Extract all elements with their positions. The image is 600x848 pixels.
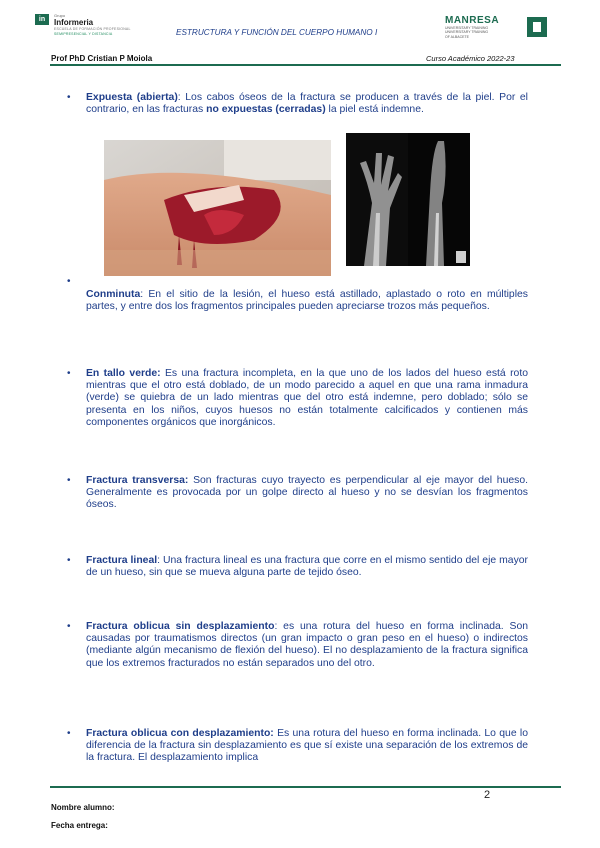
seal-icon xyxy=(527,17,547,37)
bullet-icon: • xyxy=(67,368,71,379)
definition-expuesta xyxy=(86,92,528,116)
term: Fractura oblicua sin desplazamiento xyxy=(86,621,275,632)
xray-image xyxy=(346,133,470,266)
professor-name: Prof PhD Cristian P Moiola xyxy=(51,54,153,63)
page-header xyxy=(0,0,600,68)
informeria-logo xyxy=(35,14,131,36)
student-name-label: Nombre alumno: xyxy=(51,803,115,812)
delivery-date-label: Fecha entrega: xyxy=(51,821,108,830)
bullet-icon: • xyxy=(67,728,71,739)
definition-text: : Una fractura lineal es una fractura que corre en el mismo sentido del eje mayor de un hueso, sin que se mueva alguna parte de tejido óseo. xyxy=(86,555,528,579)
footer-divider xyxy=(50,786,561,788)
bullet-icon: • xyxy=(67,92,71,103)
bullet-icon: • xyxy=(67,276,71,287)
logo-name: Informeria xyxy=(54,18,94,27)
term: Expuesta (abierta) xyxy=(86,92,178,103)
definition-conminuta xyxy=(86,289,528,313)
bullet-icon: • xyxy=(67,555,71,566)
manresa-name: MANRESA xyxy=(445,15,500,26)
course-year: Curso Académico 2022-23 xyxy=(426,54,515,63)
bullet-icon: • xyxy=(67,475,71,486)
term: Conminuta xyxy=(86,289,141,300)
bullet-icon: • xyxy=(67,621,71,632)
definition-oblicua-sin-desplazamiento xyxy=(86,621,528,670)
informeria-logo-mark: in xyxy=(35,14,49,25)
page-number: 2 xyxy=(484,789,491,801)
definition-lineal xyxy=(86,555,528,579)
definition-text: Son fracturas cuyo trayecto es perpendicular al eje mayor del hueso. Generalmente es provocada por un golpe directo al hueso y no se desvían los fragmentos óseos. xyxy=(86,475,528,511)
definition-oblicua-con-desplazamiento xyxy=(86,728,528,765)
term: En tallo verde: xyxy=(86,368,161,379)
definition-text: la piel está indemne. xyxy=(325,104,424,116)
definition-text: : Los cabos óseos de la fractura se producen a través de la piel. Por el contrario, en las fracturas xyxy=(86,92,528,116)
term: no expuestas (cerradas) xyxy=(206,104,326,116)
manresa-line-1: UNIVERSITARY TRAINING xyxy=(445,26,489,30)
logo-group-label: Grupo xyxy=(54,13,66,18)
definition-text: : En el sitio de la lesión, el hueso está astillado, aplastado o roto en múltiples partes, y entre dos los fragmentos principales pueden apreciarse trozos más pequeños. xyxy=(86,289,528,313)
definition-text: Es una rotura del hueso en forma inclinada. Lo que lo diferencia de la fractura sin desplazamiento es que sí existe una separación de los extremos de la fractura. El desplazamiento implica xyxy=(86,728,528,764)
manresa-logo xyxy=(445,15,499,39)
term: Fractura lineal xyxy=(86,555,158,566)
definition-text: Es una fractura incompleta, en la que uno de los lados del hueso está roto mientras que el otro está doblado, de un modo parecido a aquel en que una rama inmadura (verde) se quiebra de un lado mientras que del otro está indemne, pero doblado; sólo se presenta en los niños, cuyos huesos no están totalmente calcificados y contienen más componentes orgánicos que inorgánicos. xyxy=(86,368,528,428)
logo-line-2: SEMIPRESENCIAL Y DISTANCIA xyxy=(54,31,113,36)
manresa-line-2: UNIVERSITARY TRAINING xyxy=(445,30,489,35)
logo-line-1: ESCUELA DE FORMACIÓN PROFESIONAL xyxy=(54,27,131,31)
definition-text: : es una rotura del hueso en forma inclinada. Son causadas por traumatismos directos (un gran impacto o gran peso en el hueso) o indirectos (mediante algún mecanismo de flexión del hueso). El no desplazamiento de la fractura significa que los extremos fracturados no están separados uno del otro. xyxy=(86,621,528,669)
header-divider xyxy=(50,64,561,66)
document-title: ESTRUCTURA Y FUNCIÓN DEL CUERPO HUMANO I xyxy=(176,28,378,37)
term: Fractura transversa: xyxy=(86,475,189,486)
term: Fractura oblicua con desplazamiento: xyxy=(86,728,274,739)
manresa-line-3: OF ALBACETE xyxy=(445,34,469,39)
definition-transversa xyxy=(86,475,528,512)
definition-tallo-verde xyxy=(86,368,528,429)
open-fracture-photo xyxy=(104,140,331,276)
